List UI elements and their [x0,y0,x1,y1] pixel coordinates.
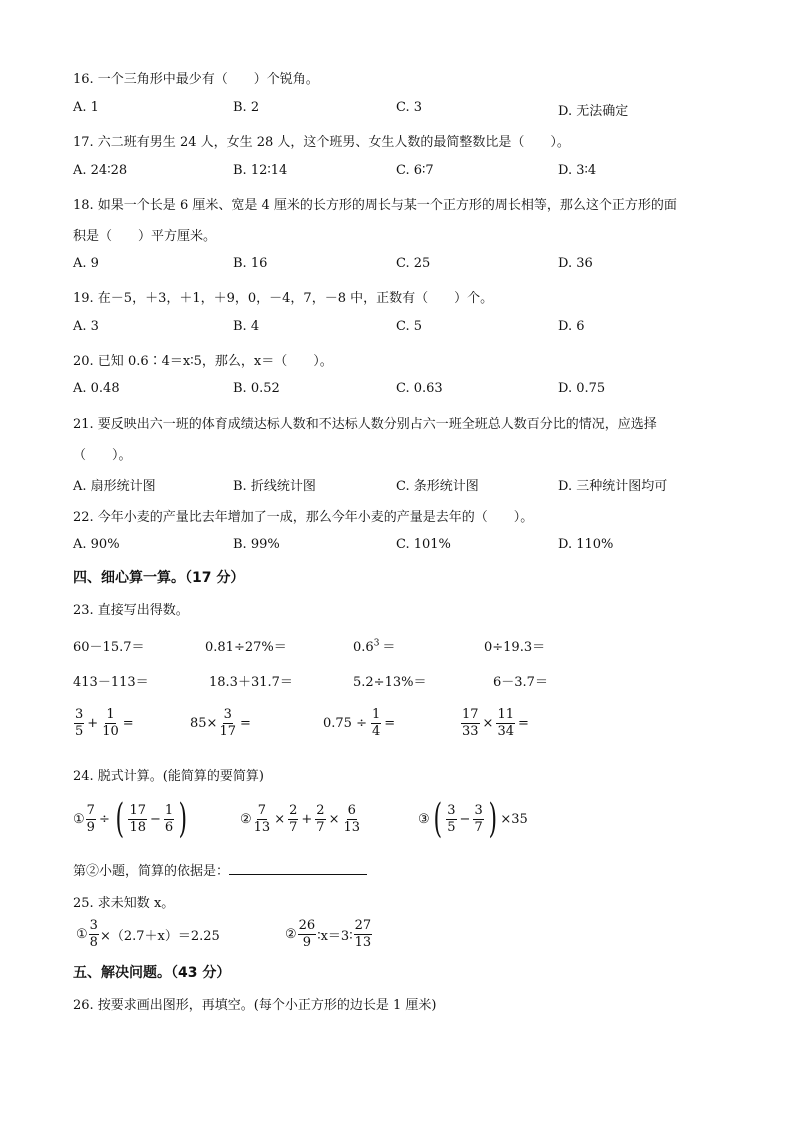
q16-options [73,100,763,120]
q21-stem-line1: 21. 要反映出六一班的体育成绩达标人数和不达标人数分别占六一班全班总人数百分比的情况，应选择 [73,417,657,432]
fraction: $\frac{1}{4}$ [371,707,381,739]
q18-option-c: C. 25 [396,256,431,271]
q24-expression-3: ③ ( $\frac{3}{5}$ − $\frac{3}{7}$ ) ×35 [418,796,528,842]
fraction: $\frac{3}{5}$ [447,802,456,835]
q24-expression-1: ① $\frac{7}{9}$ ÷ ( $\frac{17}{18}$ − $\frac{1}{6}$ ) [73,796,188,842]
q21-options [73,475,763,495]
q16-stem: 16. 一个三角形中最少有（ ）个锐角。 [73,72,319,87]
fraction: $\frac{6}{13}$ [343,802,361,835]
q23-item-10: 85× $\frac{3}{17}$ = [190,707,251,739]
fraction: $\frac{17}{33}$ [462,707,479,739]
q20-options [73,381,763,401]
q17-option-c: C. 6∶7 [396,163,434,178]
fraction: $\frac{3}{8}$ [89,917,98,950]
q23-item-8: 6－3.7＝ [493,675,548,690]
q18-option-a: A. 9 [73,256,99,271]
q26-stem: 26. 按要求画出图形，再填空。(每个小正方形的边长是 1 厘米) [73,998,437,1013]
q23-item-12: $\frac{17}{33}$ × $\frac{11}{34}$ = [462,707,529,739]
q24-expression-2: ② $\frac{7}{13}$ × $\frac{2}{7}$ + $\frac{2}{7}$ × $\frac{6}{13}$ [240,802,361,835]
fraction: $\frac{1}{10}$ [102,707,119,739]
q18-option-b: B. 16 [233,256,268,271]
q19-option-a: A. 3 [73,319,99,334]
fraction: $\frac{1}{6}$ [164,802,174,835]
q22-option-d: D. 110% [558,537,614,552]
q23-stem: 23. 直接写出得数。 [73,603,189,618]
fraction: $\frac{27}{13}$ [354,917,372,950]
q23-item-7: 5.2÷13%＝ [353,675,427,690]
fraction: $\frac{26}{9}$ [298,917,316,950]
fraction: $\frac{7}{9}$ [86,802,95,835]
fraction: $\frac{17}{18}$ [129,802,146,835]
q23-item-4: 0÷19.3＝ [484,640,546,655]
q23-item-5: 413－113＝ [73,675,149,690]
fraction: $\frac{3}{17}$ [219,707,236,739]
q18-options [73,256,763,276]
q19-stem: 19. 在－5，＋3，＋1，＋9，0，－4，7，－8 中，正数有（ ）个。 [73,291,494,306]
q20-option-d: D. 0.75 [558,381,606,396]
fraction: $\frac{3}{5}$ [75,707,84,739]
q20-option-b: B. 0.52 [233,381,280,396]
fraction: $\frac{7}{13}$ [253,802,271,835]
q19-option-b: B. 4 [233,319,260,334]
fraction: $\frac{2}{7}$ [289,802,298,835]
q17-options [73,163,763,183]
q21-option-a: A. 扇形统计图 [73,479,156,494]
q22-option-a: A. 90% [73,537,120,552]
q24-stem: 24. 脱式计算。(能简算的要简算) [73,769,264,784]
q23-item-9: $\frac{3}{5}$ + $\frac{1}{10}$ = [75,707,134,739]
q22-stem: 22. 今年小麦的产量比去年增加了一成，那么今年小麦的产量是去年的（ ）。 [73,510,534,525]
q23-item-11: 0.75 ÷ $\frac{1}{4}$ = [323,707,396,739]
q25-stem: 25. 求未知数 x。 [73,896,175,911]
answer-blank [229,862,367,875]
q23-item-3: $0.6^3$ ＝ [353,638,396,655]
q18-stem-line2: 积是（ ）平方厘米。 [73,229,217,244]
q23-item-2: 0.81÷27%＝ [205,640,287,655]
q25-equation-2: ② $\frac{26}{9}$ ∶x＝3∶ $\frac{27}{13}$ [285,917,372,950]
q23-item-1: 60－15.7＝ [73,640,145,655]
q19-option-c: C. 5 [396,319,423,334]
q17-option-a: A. 24∶28 [73,163,128,178]
q21-option-d: D. 三种统计图均可 [558,479,668,494]
q23-item-6: 18.3＋31.7＝ [209,675,293,690]
q21-stem-line2: （ ）。 [73,448,132,463]
q18-option-d: D. 36 [558,256,593,271]
q21-option-b: B. 折线统计图 [233,479,316,494]
fraction: $\frac{2}{7}$ [316,802,325,835]
q22-options [73,537,763,557]
q25-equation-1: ① $\frac{3}{8}$ ×（2.7＋x）＝2.25 [76,917,220,950]
q16-option-b: B. 2 [233,100,260,115]
q17-option-b: B. 12∶14 [233,163,288,178]
q20-stem: 20. 已知 0.6∶4＝x∶5，那么，x＝（ ）。 [73,354,333,369]
fraction: $\frac{3}{7}$ [474,802,483,835]
q17-stem: 17. 六二班有男生 24 人，女生 28 人，这个班男、女生人数的最简整数比是（ ）。 [73,135,570,150]
fraction: $\frac{11}{34}$ [497,707,514,739]
q20-option-c: C. 0.63 [396,381,443,396]
q18-stem-line1: 18. 如果一个长是 6 厘米、宽是 4 厘米的长方形的周长与某一个正方形的周长相等，那么这个正方形的面 [73,198,677,213]
q20-option-a: A. 0.48 [73,381,120,396]
section-five-heading: 五、解决问题。（43 分） [73,965,231,981]
q22-option-b: B. 99% [233,537,280,552]
q16-option-d: D. 无法确定 [558,104,629,119]
q16-option-c: C. 3 [396,100,423,115]
q24-basis: 第②小题，简算的依据是： [73,860,367,879]
q21-option-c: C. 条形统计图 [396,479,479,494]
q22-option-c: C. 101% [396,537,451,552]
q16-option-a: A. 1 [73,100,99,115]
q17-option-d: D. 3∶4 [558,163,597,178]
section-four-heading: 四、细心算一算。（17 分） [73,570,245,586]
q19-option-d: D. 6 [558,319,585,334]
q19-options [73,319,763,339]
